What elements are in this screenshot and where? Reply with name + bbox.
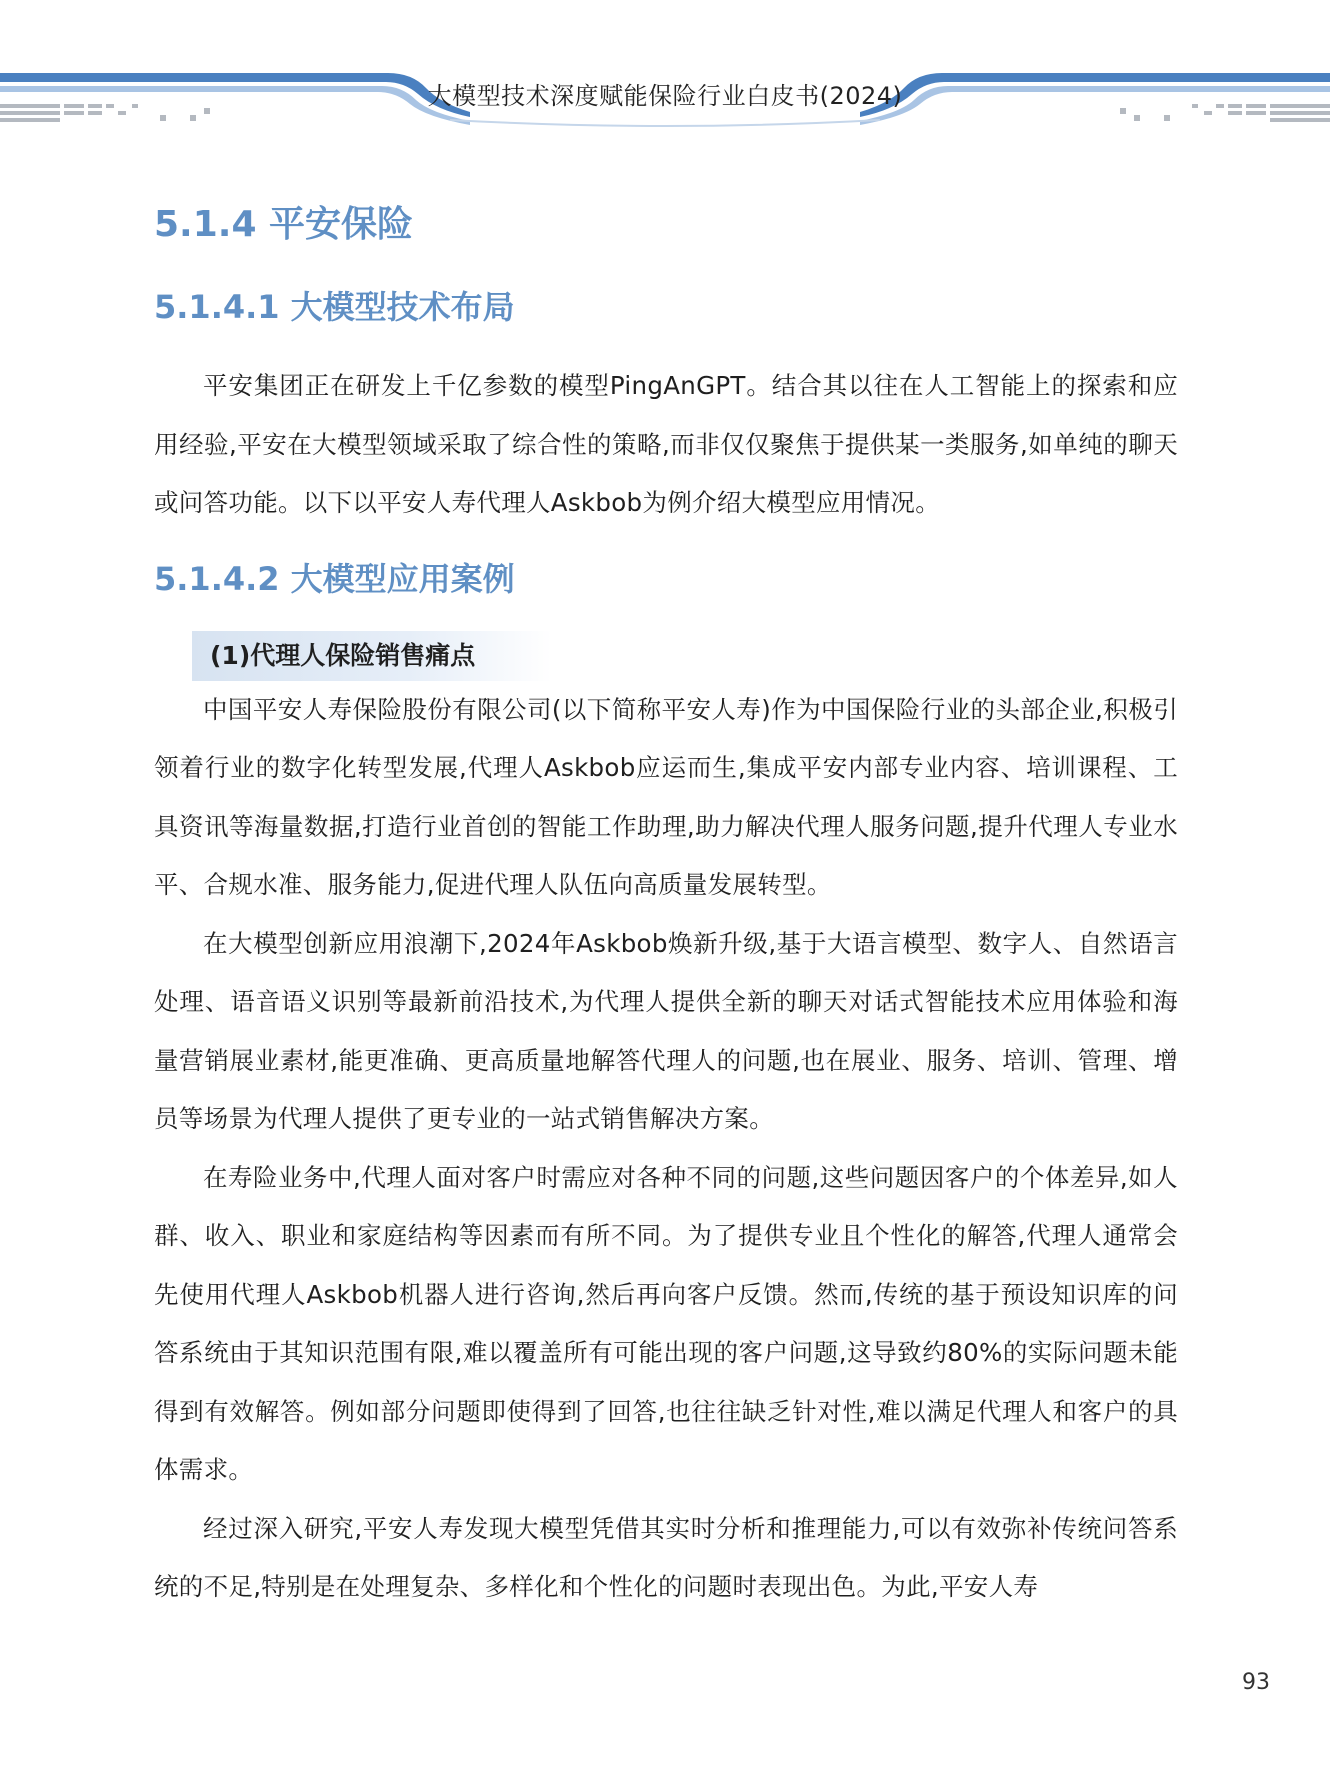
section-heading: 5.1.4 平安保险 [154,204,414,245]
page-header [0,0,1330,135]
paragraph: 在寿险业务中,代理人面对客户时需应对各种不同的问题,这些问题因客户的个体差异,如人群、收入、职业和家庭结构等因素而有所不同。为了提供专业且个性化的解答,代理人通常会先使用代理人Askbob机器人进行咨询,然后再向客户反馈。然而,传统的基于预设知识库的问答系统由于其知识范围有限,难以覆盖所有可能出现的客户问题,这导致约80%的实际问题未能得到有效解答。例如部分问题即使得到了回答,也往往缺乏针对性,难以满足代理人和客户的具体需求。 [154,1162,1178,1484]
subsection-heading-1: 5.1.4.1 大模型技术布局 [154,288,515,326]
header-title: 大模型技术深度赋能保险行业白皮书(2024) [427,82,903,110]
topic-tag: (1)代理人保险销售痛点 [192,631,552,681]
paragraph: 经过深入研究,平安人寿发现大模型凭借其实时分析和推理能力,可以有效弥补传统问答系统的不足,特别是在处理复杂、多样化和个性化的问题时表现出色。为此,平安人寿 [154,1513,1178,1601]
paragraph: 在大模型创新应用浪潮下,2024年Askbob焕新升级,基于大语言模型、数字人、自然语言处理、语音语义识别等最新前沿技术,为代理人提供全新的聊天对话式智能技术应用体验和海量营销展业素材,能更准确、更高质量地解答代理人的问题,也在展业、服务、培训、管理、增员等场景为代理人提供了更专业的一站式销售解决方案。 [154,928,1178,1133]
paragraph: 中国平安人寿保险股份有限公司(以下简称平安人寿)作为中国保险行业的头部企业,积极引领着行业的数字化转型发展,代理人Askbob应运而生,集成平安内部专业内容、培训课程、工具资讯等海量数据,打造行业首创的智能工作助理,助力解决代理人服务问题,提升代理人专业水平、合规水准、服务能力,促进代理人队伍向高质量发展转型。 [154,694,1178,899]
subsection-heading-2: 5.1.4.2 大模型应用案例 [154,559,515,598]
paragraph: 平安集团正在研发上千亿参数的模型PingAnGPT。结合其以往在人工智能上的探索和应用经验,平安在大模型领域采取了综合性的策略,而非仅仅聚焦于提供某一类服务,如单纯的聊天或问答功能。以下以平安人寿代理人Askbob为例介绍大模型应用情况。 [154,371,1178,517]
page-number: 93 [1242,1670,1270,1695]
header-band-graphic [0,0,1330,135]
main-content [154,195,1178,1617]
